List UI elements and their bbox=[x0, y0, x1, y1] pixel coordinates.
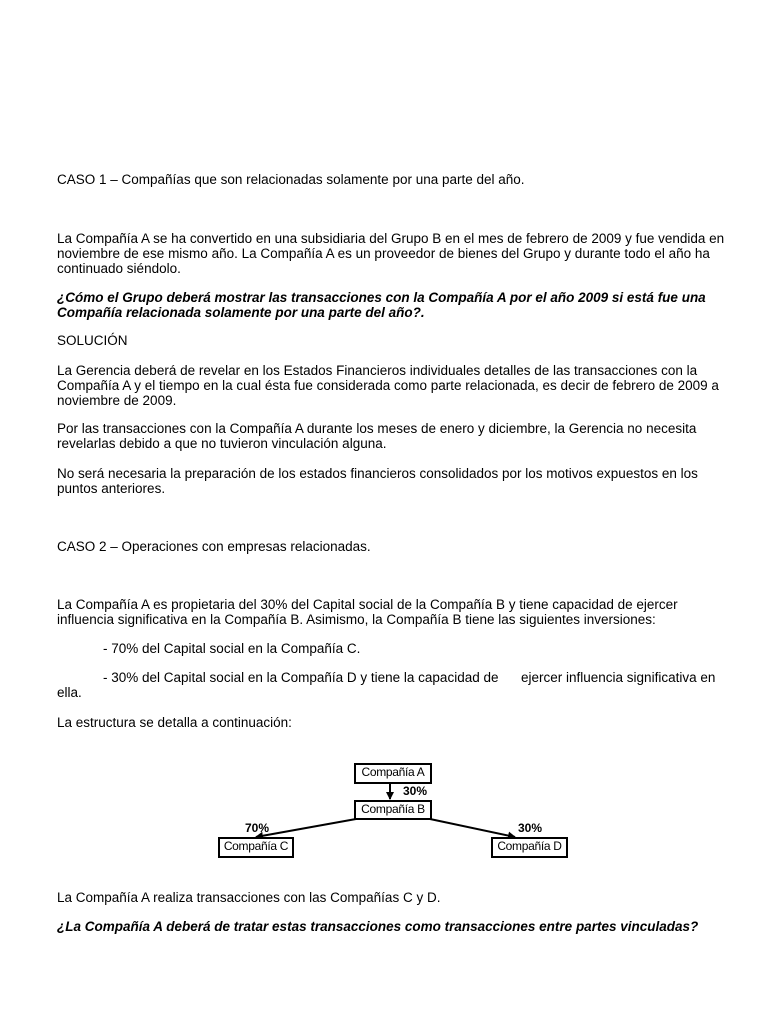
case1-intro: La Compañía A se ha convertido en una subsidiaria del Grupo B en el mes de febrero de 2009 y fue vendida en noviembre de ese mismo año. La Compañía A es un proveedor de bienes del Grupo y durante todo el año ha continuado siéndolo. bbox=[57, 231, 725, 276]
case1-title: CASO 1 – Compañías que son relacionadas solamente por una parte del año. bbox=[57, 172, 525, 187]
solution-heading: SOLUCIÓN bbox=[57, 333, 128, 348]
case2-title: CASO 2 – Operaciones con empresas relacionadas. bbox=[57, 539, 371, 554]
case2-question: ¿La Compañía A deberá de tratar estas transacciones como transacciones entre partes vinculadas? bbox=[57, 919, 699, 934]
company-d-box: Compañía D bbox=[491, 837, 568, 858]
case1-question: ¿Cómo el Grupo deberá mostrar las transacciones con la Compañía A por el año 2009 si está fue una Compañía relacionada solamente por una parte del año?. bbox=[57, 290, 706, 320]
solution-paragraph-3: No será necesaria la preparación de los estados financieros consolidados por los motivos expuestos en los puntos anteriores. bbox=[57, 466, 698, 496]
after-diagram-text: La Compañía A realiza transacciones con las Compañías C y D. bbox=[57, 890, 441, 905]
company-c-box: Compañía C bbox=[218, 837, 294, 858]
investment-item-d-part1: - 30% del Capital social en la Compañía D y tiene la capacidad de bbox=[103, 670, 499, 685]
arrow-b-to-c bbox=[256, 819, 356, 837]
company-a-box: Compañía A bbox=[354, 763, 432, 784]
company-b-box: Compañía B bbox=[354, 800, 432, 820]
pct-a-b-label: 30% bbox=[403, 784, 428, 798]
case2-intro: La Compañía A es propietaria del 30% del Capital social de la Compañía B y tiene capacidad de ejercer influencia significativa en la Compañía B. Asimismo, la Compañía B tiene las siguientes inversiones: bbox=[57, 597, 678, 627]
investment-item-d-part3: ella. bbox=[57, 685, 82, 700]
pct-b-c-label: 70% bbox=[245, 821, 270, 835]
solution-paragraph-1: La Gerencia deberá de revelar en los Estados Financieros individuales detalles de las transacciones con la Compañía A y el tiempo en la cual ésta fue considerada como parte relacionada, es decir de febrero de 2009 a noviembre de 2009. bbox=[57, 363, 719, 408]
investment-item-d-part2: ejercer influencia significativa en bbox=[521, 670, 716, 685]
solution-paragraph-2: Por las transacciones con la Compañía A durante los meses de enero y diciembre, la Gerencia no necesita revelarlas debido a que no tuvieron vinculación alguna. bbox=[57, 421, 697, 451]
arrow-b-to-d bbox=[430, 819, 515, 837]
structure-label: La estructura se detalla a continuación: bbox=[57, 715, 292, 730]
investment-item-c: - 70% del Capital social en la Compañía C. bbox=[103, 641, 361, 656]
pct-b-d-label: 30% bbox=[518, 821, 543, 835]
